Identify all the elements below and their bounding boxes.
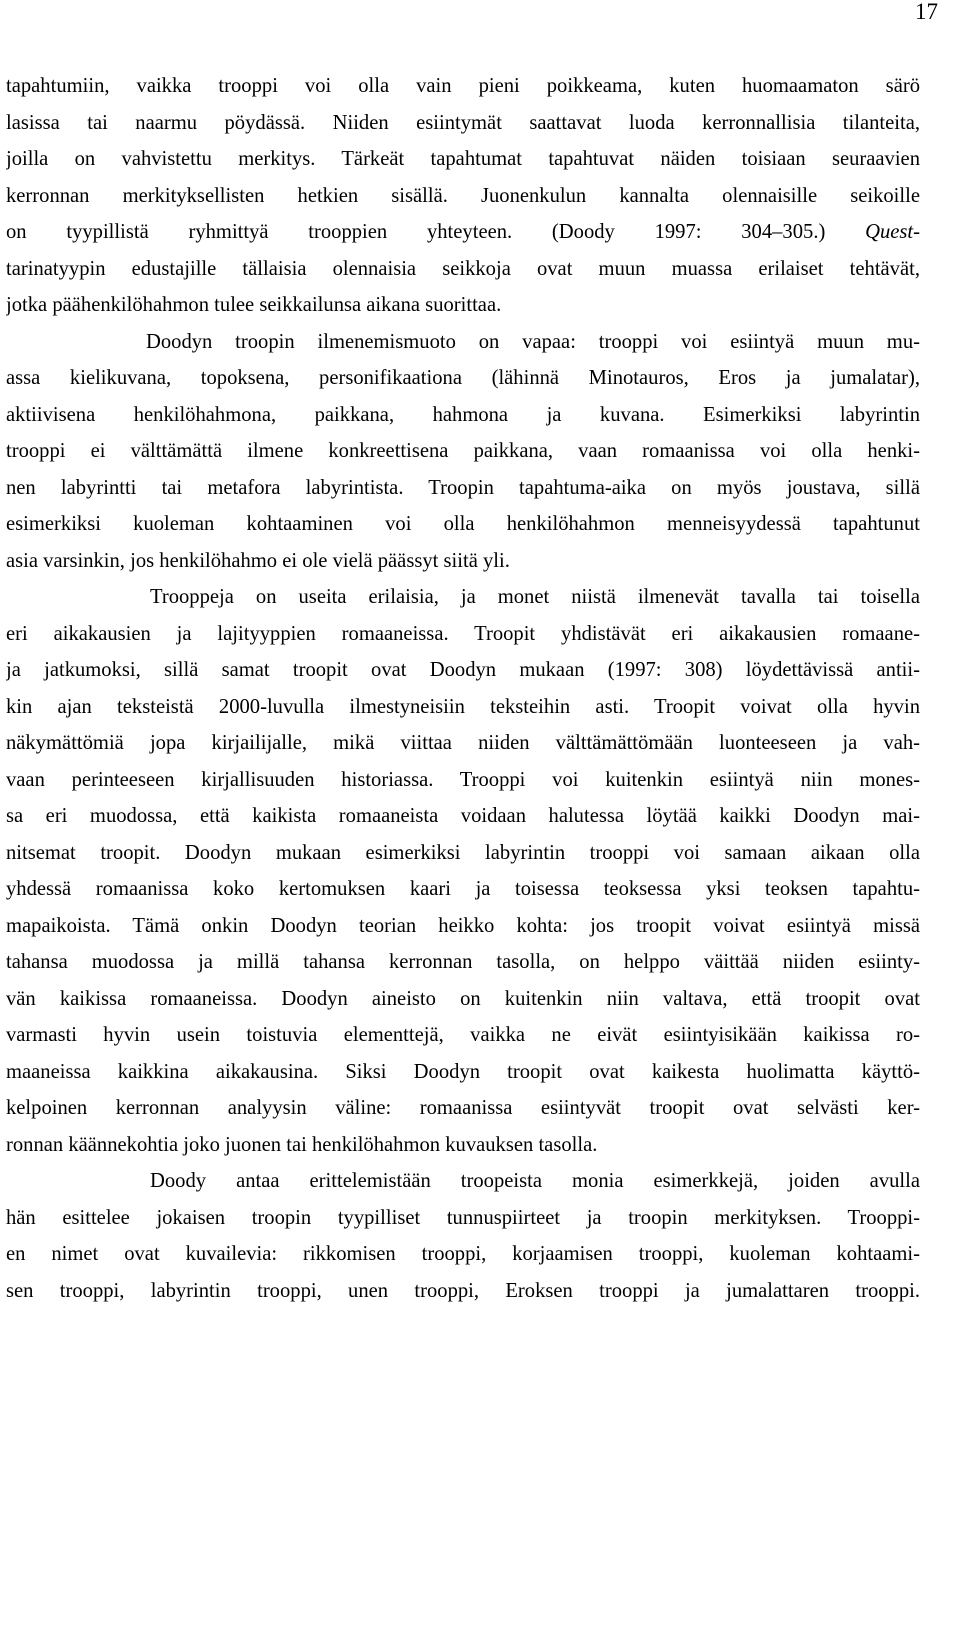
text-line: eri aikakausien ja lajityyppien romaaneissa. Troopit yhdistävät eri aikakausien romaane-	[6, 622, 920, 645]
text-line: ja jatkumoksi, sillä samat troopit ovat Doodyn mukaan (1997: 308) löydettävissä antii-	[6, 659, 920, 681]
text-line: mapaikoista. Tämä onkin Doodyn teorian heikko kohta: jos troopit voivat esiintyä missä	[6, 914, 920, 937]
text-segment: on tyypillistä ryhmittyä trooppien yhteyteen. (Doody 1997: 304–305.)	[6, 221, 826, 243]
text-line: assa kielikuvana, topoksena, personifikaationa (lähinnä Minotauros, Eros ja jumalatar),	[6, 367, 920, 389]
text-line: asia varsinkin, jos henkilöhahmo ei ole vielä päässyt siitä yli.	[6, 549, 510, 572]
text-line: aktiivisena henkilöhahmona, paikkana, hahmona ja kuvana. Esimerkiksi labyrintin	[6, 403, 920, 426]
italic-term: Quest-	[865, 221, 920, 243]
text-line: maaneissa kaikkina aikakausina. Siksi Doodyn troopit ovat kaikesta huolimatta käyttö-	[6, 1060, 920, 1083]
text-line: varmasti hyvin usein toistuvia elementtejä, vaikka ne eivät esiintyisikään kaikissa ro-	[6, 1024, 920, 1046]
text-line: hän esittelee jokaisen troopin tyypilliset tunnuspiirteet ja troopin merkityksen. Trooppi-	[6, 1206, 920, 1229]
text-line: sa eri muodossa, että kaikista romaaneista voidaan halutessa löytää kaikki Doodyn mai-	[6, 805, 920, 827]
text-line: Doody antaa erittelemistään troopeista monia esimerkkejä, joiden avulla	[150, 1170, 920, 1192]
text-line: Doodyn troopin ilmenemismuoto on vapaa: trooppi voi esiintyä muun mu-	[146, 330, 920, 353]
paragraph-4	[6, 1163, 920, 1309]
text-line: tahansa muodossa ja millä tahansa kerronnan tasolla, on helppo väittää niiden esiinty-	[6, 951, 920, 973]
text-line: esimerkiksi kuoleman kohtaaminen voi olla henkilöhahmon menneisyydessä tapahtunut	[6, 513, 920, 535]
text-line: ronnan käännekohtia joko juonen tai henkilöhahmon kuvauksen tasolla.	[6, 1133, 598, 1156]
paragraph-3	[6, 579, 920, 1163]
body-text	[6, 68, 920, 1309]
text-line: näkymättömiä jopa kirjailijalle, mikä viittaa niiden välttämättömään luonteeseen ja vah-	[6, 732, 920, 754]
text-line: kin ajan teksteistä 2000-luvulla ilmestyneisiin teksteihin asti. Troopit voivat olla hyvin	[6, 695, 920, 718]
text-line: vaan perinteeseen kirjallisuuden historiassa. Trooppi voi kuitenkin esiintyä niin mones-	[6, 768, 920, 791]
text-line: trooppi ei välttämättä ilmene konkreettisena paikkana, vaan romaanissa voi olla henki-	[6, 440, 920, 462]
page-number: 17	[915, 0, 938, 24]
text-line: en nimet ovat kuvailevia: rikkomisen trooppi, korjaamisen trooppi, kuoleman kohtaami-	[6, 1243, 920, 1265]
text-line	[6, 214, 920, 251]
text-line: Trooppeja on useita erilaisia, ja monet niistä ilmenevät tavalla tai toisella	[150, 586, 920, 608]
text-line: nen labyrintti tai metafora labyrintista. Troopin tapahtuma-aika on myös joustava, sillä	[6, 476, 920, 499]
text-line: kerronnan merkityksellisten hetkien sisällä. Juonenkulun kannalta olennaisille seikoille	[6, 184, 920, 207]
paragraph-2	[6, 324, 920, 580]
text-line: sen trooppi, labyrintin trooppi, unen trooppi, Eroksen trooppi ja jumalattaren trooppi.	[6, 1279, 920, 1302]
text-line: jotka päähenkilöhahmon tulee seikkailunsa aikana suorittaa.	[6, 294, 502, 316]
text-line: tapahtumiin, vaikka trooppi voi olla vain pieni poikkeama, kuten huomaamaton särö	[6, 75, 920, 97]
text-line: joilla on vahvistettu merkitys. Tärkeät tapahtumat tapahtuvat näiden toisiaan seuraavien	[6, 148, 920, 170]
text-line: kelpoinen kerronnan analyysin väline: romaanissa esiintyvät troopit ovat selvästi ker-	[6, 1097, 920, 1119]
text-line: nitsemat troopit. Doodyn mukaan esimerkiksi labyrintin trooppi voi samaan aikaan olla	[6, 841, 920, 864]
paragraph-1	[6, 68, 920, 324]
text-line: yhdessä romaanissa koko kertomuksen kaari ja toisessa teoksessa yksi teoksen tapahtu-	[6, 878, 920, 900]
text-line: tarinatyypin edustajille tällaisia olennaisia seikkoja ovat muun muassa erilaiset tehtävät,	[6, 257, 920, 280]
text-line: vän kaikissa romaaneissa. Doodyn aineisto on kuitenkin niin valtava, että troopit ovat	[6, 987, 920, 1010]
text-line: lasissa tai naarmu pöydässä. Niiden esiintymät saattavat luoda kerronnallisia tilanteita,	[6, 111, 920, 134]
